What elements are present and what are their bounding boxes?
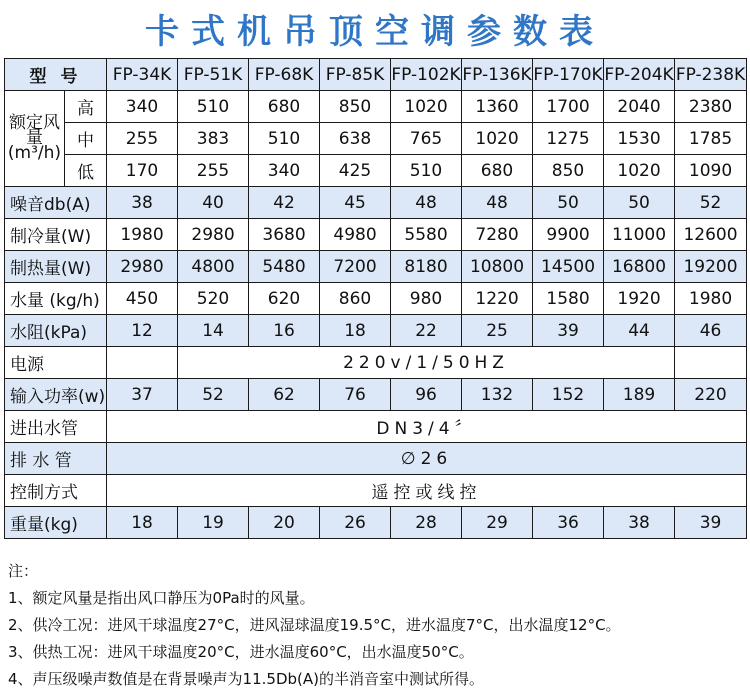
table-cell: 50 (533, 187, 604, 219)
table-cell: 255 (178, 155, 249, 187)
table-cell: 1700 (533, 91, 604, 123)
table-cell: 425 (320, 155, 391, 187)
spec-row (5, 443, 747, 475)
table-cell: 450 (107, 283, 178, 315)
note-item: 4、声压级噪声数值是在背景噪声为11.5Db(A)的半消音室中测试所得。 (8, 670, 484, 688)
table-cell: 1020 (604, 155, 675, 187)
table-cell: 860 (320, 283, 391, 315)
table-cell: 25 (462, 315, 533, 347)
table-cell: 8180 (391, 251, 462, 283)
spec-row (5, 475, 747, 507)
table-cell: 18 (107, 507, 178, 539)
table-cell: 510 (249, 123, 320, 155)
table-cell: 510 (391, 155, 462, 187)
table-cell: 45 (320, 187, 391, 219)
type-label: 型 号 (5, 59, 107, 91)
table-cell: 44 (604, 315, 675, 347)
airflow-row (5, 91, 747, 123)
table-cell: 19200 (675, 251, 747, 283)
table-cell: 7200 (320, 251, 391, 283)
data-row (5, 251, 747, 283)
power-value: 220v/1/50HZ (178, 347, 675, 379)
table-cell: 14500 (533, 251, 604, 283)
table-cell: 1020 (391, 91, 462, 123)
table-cell: 255 (107, 123, 178, 155)
table-cell: 1020 (462, 123, 533, 155)
table-cell: 62 (249, 379, 320, 411)
table-cell: 1980 (107, 219, 178, 251)
table-cell: 620 (249, 283, 320, 315)
table-cell: 2040 (604, 91, 675, 123)
table-cell: 16 (249, 315, 320, 347)
weight-label: 重量(kg) (5, 507, 107, 539)
airflow-level: 中 (65, 123, 107, 155)
table-cell: 50 (604, 187, 675, 219)
row-label: 噪音db(A) (5, 187, 107, 219)
table-cell: 7280 (462, 219, 533, 251)
model-header: FP-204K (604, 59, 675, 91)
airflow-level: 高 (65, 91, 107, 123)
model-header: FP-136K (462, 59, 533, 91)
table-cell: 850 (533, 155, 604, 187)
table-cell: 170 (107, 155, 178, 187)
table-cell: 132 (462, 379, 533, 411)
note-item: 2、供冷工况：进风干球温度27°C，进风湿球温度19.5°C，进水温度7°C，出水温度12°C。 (8, 616, 621, 634)
table-cell: 1360 (462, 91, 533, 123)
table-cell: 40 (178, 187, 249, 219)
input-power-label: 输入功率(w) (5, 379, 107, 411)
input-power-row (5, 379, 747, 411)
table-cell: 3680 (249, 219, 320, 251)
table-cell: 383 (178, 123, 249, 155)
table-cell: 340 (107, 91, 178, 123)
model-header: FP-51K (178, 59, 249, 91)
table-cell: 26 (320, 507, 391, 539)
table-cell: 1220 (462, 283, 533, 315)
table-cell: 1785 (675, 123, 747, 155)
row-label: 水量 (kg/h) (5, 283, 107, 315)
table-cell: 680 (462, 155, 533, 187)
table-cell: 2980 (107, 251, 178, 283)
table-cell: 2380 (675, 91, 747, 123)
power-row (5, 347, 747, 379)
data-row (5, 315, 747, 347)
note-item: 3、供热工况：进风干球温度20°C，进水温度60°C，出水温度50°C。 (8, 643, 474, 661)
table-cell: 12 (107, 315, 178, 347)
table-cell: 189 (604, 379, 675, 411)
table-cell: 1580 (533, 283, 604, 315)
table-cell: 38 (604, 507, 675, 539)
airflow-level: 低 (65, 155, 107, 187)
power-label: 电源 (5, 347, 107, 379)
data-row (5, 187, 747, 219)
page-title: 卡式机吊顶空调参数表 (145, 12, 605, 52)
table-cell: 52 (178, 379, 249, 411)
model-header: FP-170K (533, 59, 604, 91)
table-cell: 29 (462, 507, 533, 539)
table-cell: 48 (462, 187, 533, 219)
table-cell: 1980 (675, 283, 747, 315)
data-row (5, 219, 747, 251)
notes-heading: 注： (8, 562, 39, 580)
airflow-label-text: 额定风量 (9, 113, 60, 148)
spec-label: 控制方式 (5, 475, 107, 507)
table-cell: 39 (675, 507, 747, 539)
spec-value: ∅26 (107, 443, 747, 475)
table-cell: 680 (249, 91, 320, 123)
note-item: 1、额定风量是指出风口静压为0Pa时的风量。 (8, 589, 315, 607)
table-cell: 28 (391, 507, 462, 539)
spec-value: DN3/4〞 (107, 411, 747, 443)
table-cell: 638 (320, 123, 391, 155)
row-label: 水阻(kPa) (5, 315, 107, 347)
table-cell: 19 (178, 507, 249, 539)
table-cell: 5580 (391, 219, 462, 251)
row-label: 制热量(W) (5, 251, 107, 283)
table-cell: 16800 (604, 251, 675, 283)
table-cell: 1275 (533, 123, 604, 155)
table-cell: 1920 (604, 283, 675, 315)
table-cell: 5480 (249, 251, 320, 283)
table-cell: 96 (391, 379, 462, 411)
header-row (5, 59, 747, 91)
table-cell: 510 (178, 91, 249, 123)
notes (8, 558, 744, 693)
table-cell: 76 (320, 379, 391, 411)
table-cell: 2980 (178, 219, 249, 251)
table-cell: 36 (533, 507, 604, 539)
airflow-label (5, 91, 65, 187)
table-cell: 980 (391, 283, 462, 315)
table-cell: 52 (675, 187, 747, 219)
table-cell: 42 (249, 187, 320, 219)
table-cell: 220 (675, 379, 747, 411)
table-cell: 520 (178, 283, 249, 315)
table-cell: 152 (533, 379, 604, 411)
spec-row (5, 411, 747, 443)
model-header: FP-34K (107, 59, 178, 91)
table-cell: 1530 (604, 123, 675, 155)
table-cell: 10800 (462, 251, 533, 283)
data-row (5, 283, 747, 315)
table-cell: 37 (107, 379, 178, 411)
table-cell: 12600 (675, 219, 747, 251)
spec-table (4, 58, 747, 539)
table-cell: 48 (391, 187, 462, 219)
model-header: FP-68K (249, 59, 320, 91)
model-header: FP-85K (320, 59, 391, 91)
table-cell: 22 (391, 315, 462, 347)
table-cell: 4800 (178, 251, 249, 283)
table-cell: 340 (249, 155, 320, 187)
spec-value: 遥控或线控 (107, 475, 747, 507)
table-cell: 39 (533, 315, 604, 347)
airflow-row (5, 123, 747, 155)
empty-cell (107, 347, 178, 379)
spec-label: 排 水 管 (5, 443, 107, 475)
table-cell: 11000 (604, 219, 675, 251)
table-cell: 850 (320, 91, 391, 123)
table-cell: 46 (675, 315, 747, 347)
table-cell: 18 (320, 315, 391, 347)
model-header: FP-238K (675, 59, 747, 91)
table-cell: 765 (391, 123, 462, 155)
row-label: 制冷量(W) (5, 219, 107, 251)
table-cell: 9900 (533, 219, 604, 251)
airflow-unit: (m³/h) (7, 143, 62, 163)
spec-label: 进出水管 (5, 411, 107, 443)
table-cell: 4980 (320, 219, 391, 251)
table-cell: 14 (178, 315, 249, 347)
empty-cell (675, 347, 747, 379)
weight-row (5, 507, 747, 539)
table-cell: 1090 (675, 155, 747, 187)
model-header: FP-102K (391, 59, 462, 91)
table-cell: 38 (107, 187, 178, 219)
table-cell: 20 (249, 507, 320, 539)
airflow-row (5, 155, 747, 187)
